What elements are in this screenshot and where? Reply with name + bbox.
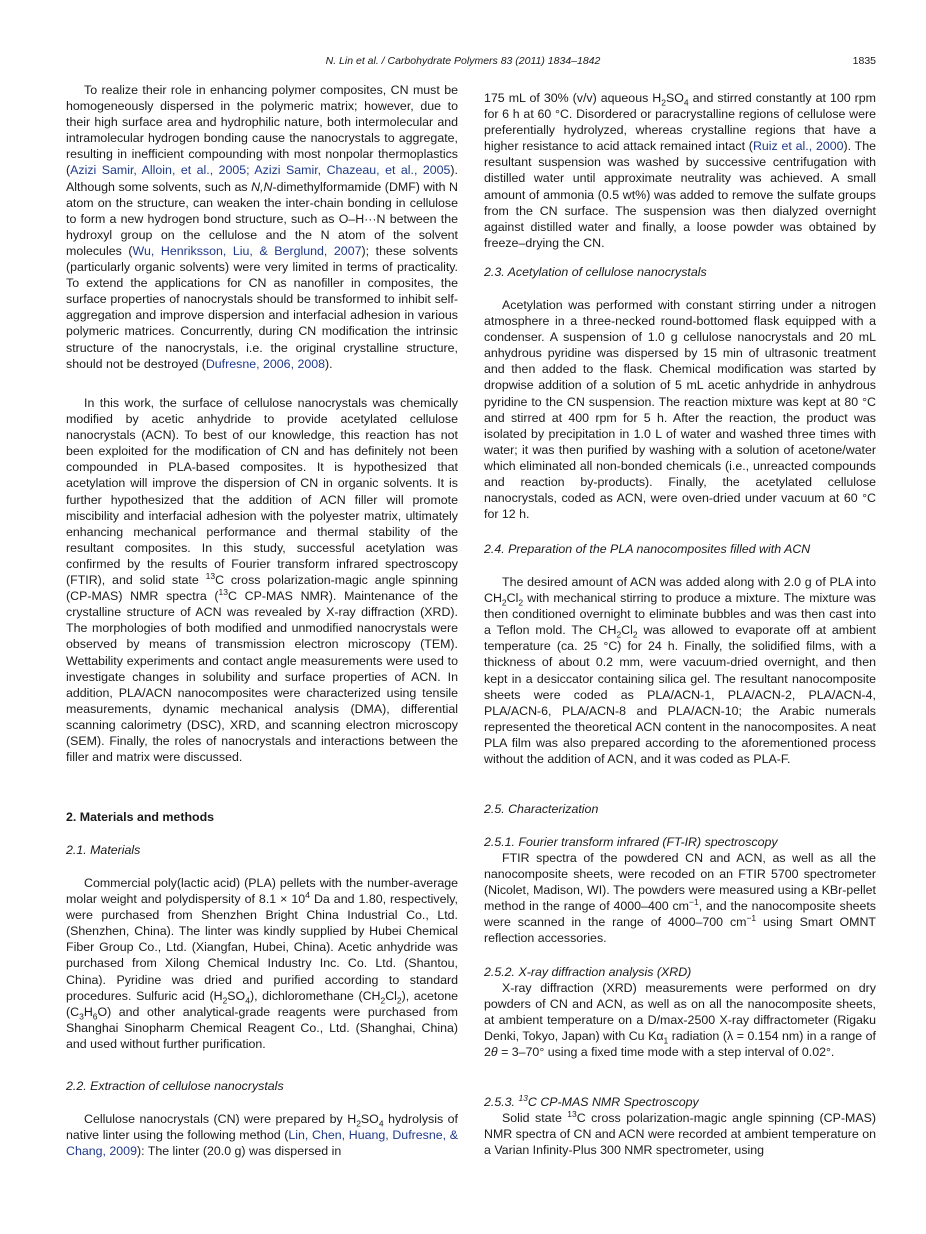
paragraph-xrd [484, 980, 876, 1060]
text-run: X-ray diffraction (XRD) measurements were performed on dry powders of CN and ACN, as well as on all the nanocomposite sheets, at ambient temperature on a D/max-2500 X-ray diffractometer (Rigaku Denki, Tokyo, Japan) with Cu Kα [484, 981, 876, 1044]
text-run: The desired amount of ACN was added along with 2.0 g of PLA into CH [484, 575, 876, 606]
citation-link[interactable]: Dufresne, 2006, 2008 [205, 356, 326, 371]
text-run: Cellulose nanocrystals (CN) were prepared by H [84, 1112, 357, 1126]
paragraph-extraction [66, 1111, 458, 1159]
subscript: 2 [222, 995, 228, 1006]
subscript: 4 [245, 995, 250, 1006]
text-run: ). Although some solvents, such as [66, 163, 458, 194]
text-run: 175 mL of 30% (v/v) aqueous H [484, 91, 662, 105]
text-run: ). [325, 356, 333, 371]
paragraph-ftir [484, 850, 876, 947]
subsubsection-heading-xrd: 2.5.2. X-ray diffraction analysis (XRD) [484, 965, 692, 979]
text-run: C CP-MAS NMR Spectroscopy [527, 1095, 699, 1109]
subsubsection-heading-nmr [484, 1094, 876, 1110]
text-run: To realize their role in enhancing polymer composites, CN must be homogeneously dispersed in the polymeric matrix; however, due to their high surface area and hydrophilic nature, both intermolecular and intramolecular hydrogen bonding cause the nanocrystals to aggregate, resulting in inefficient compounding with most nonpolar thermoplastics ( [66, 83, 458, 178]
text-run: SO [666, 91, 684, 105]
citation-link[interactable]: Wu, Henriksson, Liu, & Berglund, 2007 [132, 243, 362, 258]
text-run: using Smart OMNT reflection accessories. [484, 915, 876, 946]
paragraph-this-work [66, 395, 458, 765]
text-run: with mechanical stirring to produce a mixture. The mixture was then conditioned overnight to eliminate bubbles and was then cast into a Teflon mold. The CH [484, 591, 876, 638]
paragraph-preparation [484, 574, 876, 767]
subsection-heading-preparation: 2.4. Preparation of the PLA nanocomposites filled with ACN [484, 542, 811, 556]
superscript: 4 [305, 889, 310, 900]
subscript: 2 [380, 995, 386, 1006]
paragraph-materials [66, 875, 458, 1052]
superscript: 13 [518, 1092, 528, 1103]
subsubsection-heading-ftir: 2.5.1. Fourier transform infrared (FT-IR) spectroscopy [484, 835, 778, 849]
paragraph-acetylation [484, 297, 876, 522]
text-run: ), acetone (C [66, 988, 458, 1019]
text-run: SO [360, 1112, 379, 1126]
subscript: 2 [396, 995, 402, 1006]
text-run: FTIR spectra of the powdered CN and ACN, as well as all the nanocomposite sheets, were recoded on an FTIR 5700 spectrometer (Nicolet, Madison, WI). The powders were measured using a KBr-pellet method in the range of 4000–400 cm [484, 851, 876, 914]
text-run: Cl [621, 623, 633, 638]
subscript: 2 [632, 629, 638, 640]
text-run: C cross polarization-magic angle spinning (CP-MAS) NMR spectra of CN and ACN were recorded at ambient temperature on a Varian Infinity-Plus 300 NMR spectrometer, using [484, 1111, 876, 1158]
text-run: H [83, 1004, 93, 1019]
page-number: 1835 [852, 55, 876, 67]
superscript: −1 [746, 913, 757, 924]
text-run: and stirred constantly at 100 rpm for 6 h at 60 °C. Disordered or paracrystalline regions of cellulose were preferentially hydrolyzed, whereas crystalline regions that have a higher resistance to acid attack remained intact ( [484, 91, 876, 154]
superscript: 13 [205, 570, 216, 581]
running-header: N. Lin et al. / Carbohydrate Polymers 83 (2011) 1834–1842 [325, 55, 601, 67]
subscript: 2 [661, 97, 666, 108]
superscript: −1 [689, 897, 699, 908]
subsection-heading-characterization: 2.5. Characterization [484, 802, 599, 816]
citation-link[interactable]: Azizi Samir, Alloin, et al., 2005; Azizi Samir, Chazeau, et al., 2005 [70, 163, 451, 178]
text-run: radiation (λ = 0.154 nm) in a range of 2 [484, 1029, 876, 1060]
subsection-heading-acetylation: 2.3. Acetylation of cellulose nanocrystals [484, 265, 707, 279]
text-run: = 3–70° using a fixed time mode with a step interval of 0.02°. [497, 1045, 835, 1060]
text-run: O) and other analytical-grade reagents were purchased from Shanghai Sinopharm Chemical Reagent Co., Ltd. (Shanghai, China) and used without further purification. [66, 1004, 458, 1051]
subscript: 4 [683, 97, 689, 108]
text-run: ). The resultant suspension was washed by successive centrifugation with distilled water until approximate neutrality was achieved. A small amount of ammonia (0.5 wt%) was added to remove the sulfate groups from the CN surface. The suspension was then dialyzed overnight against distilled water and finally, a loose powder was obtained by freeze–drying the CN. [484, 139, 876, 250]
text-run: ), dichloromethane (CH [249, 988, 381, 1003]
text-run: Solid state [502, 1111, 568, 1125]
text-run: 2.5.3. [484, 1095, 519, 1109]
text-run: Cl [385, 988, 397, 1003]
text-run: In this work, the surface of cellulose nanocrystals was chemically modified by acetic anhydride to provide acetylated cellulose nanocrystals (ACN). To best of our knowledge, this reaction has not been exploited for the modification of CN and has definitely not been compounded in PLA-based composites. It is hypothesized that acetylation will improve the dispersion of CN in organic solvents. It is further hypothesized that the addition of ACN filler will promote miscibility and interfacial adhesion with the polyester matrix, ultimately enhancing mechanical performance and thermal stability of the resultant composites. In this study, successful acetylation was confirmed by the results of Fourier transform infrared spectroscopy (FTIR), and solid state [66, 396, 458, 588]
text-run: ); these solvents (particularly organic solvents) were very limited in terms of practicality. To extend the applications for CN as nanofiller in composites, the surface properties of nanocrystals should be transformed to inhibit self-aggregation and improve dispersion and interfacial adhesion in various polymeric matrices. Concurrently, during CN modification the intrinsic structure of the nanocrystals, i.e. the original crystalline structure, should not be destroyed ( [66, 243, 458, 371]
text-run: -dimethylformamide (DMF) with N atom on the structure, can weaken the inter-chain bonding in cellulose to form a new hydrogen bond structure, such as O–H···N between the hydroxyl group on the cellulose and the N atom of the solvent molecules ( [66, 179, 458, 258]
subscript: 1 [663, 1035, 669, 1046]
text-run: Cl [506, 591, 519, 606]
paragraph-intro-dispersion [66, 82, 458, 372]
text-run: , and the nanocomposite sheets were scanned in the range of 4000–700 cm [484, 899, 876, 930]
paragraph-extraction-continued [484, 90, 876, 251]
text-run: Da and 1.80, respectively, were purchased from Shenzhen Bright China Industrial Co., Ltd. (Shenzhen, China). The linter was kindly supplied by Hubei Chemical Fiber Group Co., Ltd. (Xiangfan, Hubei, China). Acetic anhydride was purchased from Xilong Chemical Industry Inc. Co. Ltd. (Shantou, China). Pyridine was dried and purified according to standard procedures. Sulfuric acid (H [66, 892, 458, 1003]
text-run: hydrolysis of native linter using the following method ( [66, 1112, 458, 1143]
subsection-heading-extraction: 2.2. Extraction of cellulose nanocrystals [66, 1079, 284, 1093]
paragraph-nmr [484, 1110, 876, 1158]
subsection-heading-materials: 2.1. Materials [66, 843, 141, 857]
subscript: 2 [518, 597, 524, 608]
italic-text: N,N [251, 179, 273, 194]
subscript: 4 [378, 1118, 384, 1129]
superscript: 13 [218, 587, 229, 597]
text-run: C cross polarization-magic angle spinning (CP-MAS) NMR spectra ( [66, 573, 459, 604]
subscript: 2 [501, 597, 507, 608]
text-run: was allowed to evaporate off at ambient temperature (ca. 25 °C) for 24 h. Finally, the solidified films, with a thickness of about 0.2 mm, were vacuum-dried overnight, and then kept in a desiccator containing silica gel. The resultant nanocomposite sheets were coded as PLA/ACN-1, PLA/ACN-2, PLA/ACN-4, PLA/ACN-6, PLA/ACN-8 and PLA/ACN-10; the Arabic numerals represented the theoretical ACN content in the nanocomposites. A neat PLA film was also prepared according to the aforementioned process without the addition of ACN, and it was coded as PLA-F. [484, 623, 876, 767]
superscript: 13 [567, 1108, 577, 1119]
text-run: Acetylation was performed with constant stirring under a nitrogen atmosphere in a three-necked round-bottomed flask equipped with a condenser. A suspension of 1.0 g cellulose nanocrystals and 20 mL anhydrous pyridine was dispersed by 15 min of ultrasonic treatment and then added to the flask. Chemical modification was started by dropwise addition of a solution of 5 mL acetic anhydride in anhydrous pyridine to the CN suspension. The reaction mixture was kept at 80 °C and stirred at 400 rpm for 5 h. After the reaction, the product was isolated by precipitation in 1.0 L of water and washed three times with water; it was then purified by washing with a solution of acetone/water which eliminated all non-bonded chemicals (i.e., unreacted compounds and reaction by-products). Finally, the acetylated cellulose nanocrystals, coded as ACN, were oven-dried under vacuum at 60 °C for 12 h. [484, 298, 876, 522]
citation-link[interactable]: Ruiz et al., 2000 [752, 139, 844, 154]
text-run: ): The linter (20.0 g) was dispersed in [136, 1144, 342, 1159]
subscript: 3 [79, 1011, 84, 1022]
section-heading-materials-methods: 2. Materials and methods [66, 810, 215, 824]
text-run: C CP-MAS NMR). Maintenance of the crystalline structure of ACN was revealed by X-ray diffraction (XRD). The morphologies of both modified and unmodified nanocrystals were observed by means of transmission electron microscopy (TEM). Wettability experiments and contact angle measurements were used to investigate changes in solubility and surface properties of ACN. In addition, PLA/ACN nanocomposites were characterized using tensile measurements, dynamic mechanical analysis (DMA), differential scanning calorimetry (DSC), XRD, and scanning electron microscopy (SEM). Finally, the roles of nanocrystals and interactions between the filler and matrix were discussed. [66, 589, 458, 765]
text-run: SO [227, 988, 246, 1003]
subscript: 6 [92, 1011, 98, 1022]
subscript: 2 [616, 629, 622, 640]
citation-link[interactable]: Lin, Chen, Huang, Dufresne, & Chang, 2009 [66, 1128, 459, 1159]
italic-text: θ [490, 1045, 498, 1060]
text-run: Commercial poly(lactic acid) (PLA) pellets with the number-average molar weight and polydispersity of 8.1 × 10 [66, 876, 458, 907]
subscript: 2 [356, 1118, 361, 1129]
